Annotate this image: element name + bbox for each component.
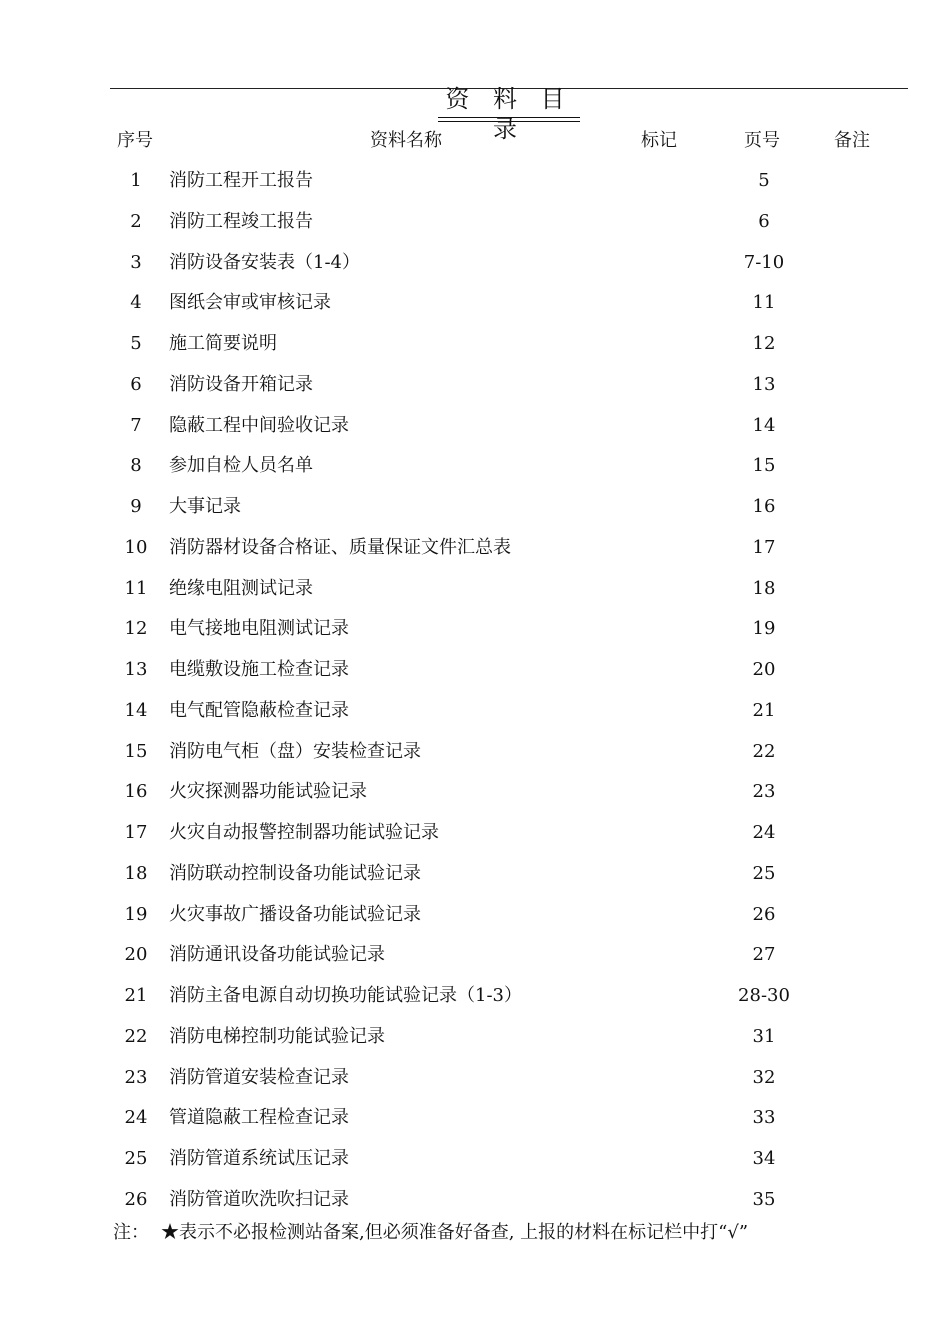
row-page: 6 (758, 210, 770, 232)
row-seq: 13 (124, 659, 148, 680)
row-name: 消防电梯控制功能试验记录 (169, 1025, 385, 1047)
row-page: 25 (752, 862, 776, 884)
footnote-label: 注： (113, 1222, 149, 1243)
table-body (0, 168, 950, 1228)
table-row (0, 942, 950, 983)
row-seq: 5 (130, 333, 142, 354)
row-seq: 2 (130, 210, 142, 232)
table-row (0, 616, 950, 657)
row-seq: 20 (124, 944, 148, 966)
row-page: 26 (752, 903, 776, 925)
row-seq: 19 (124, 903, 148, 925)
row-page: 15 (752, 455, 776, 477)
row-seq: 7 (130, 414, 142, 436)
row-seq: 12 (124, 618, 148, 640)
table-row (0, 820, 950, 861)
row-page: 20 (752, 659, 776, 680)
row-page: 14 (752, 414, 776, 436)
row-page: 34 (752, 1148, 776, 1169)
row-name: 火灾探测器功能试验记录 (169, 781, 367, 803)
row-name: 消防设备开箱记录 (169, 373, 313, 395)
table-row (0, 209, 950, 250)
table-header (0, 128, 950, 154)
footnote-text: ★表示不必报检测站备案,但必须准备好备查, 上报的材料在标记栏中打“√” (161, 1222, 749, 1243)
row-seq: 14 (124, 699, 148, 721)
row-seq: 16 (124, 781, 148, 803)
row-name: 图纸会审或审核记录 (169, 292, 331, 314)
row-seq: 24 (124, 1107, 148, 1129)
table-row (0, 698, 950, 739)
row-seq: 21 (124, 985, 148, 1006)
row-page: 24 (752, 822, 776, 843)
footnote (113, 1220, 748, 1246)
table-row (0, 576, 950, 617)
row-seq: 25 (124, 1148, 148, 1169)
row-name: 参加自检人员名单 (169, 455, 313, 477)
row-seq: 1 (130, 170, 142, 191)
row-seq: 9 (130, 496, 142, 517)
header-page: 页号 (744, 130, 780, 151)
header-mark: 标记 (641, 130, 677, 151)
row-name: 消防管道吹洗吹扫记录 (169, 1188, 349, 1210)
title-double-underline (438, 117, 580, 122)
row-seq: 23 (124, 1066, 148, 1088)
table-row (0, 290, 950, 331)
header-note: 备注 (834, 130, 870, 151)
table-row (0, 494, 950, 535)
row-name: 施工简要说明 (169, 333, 277, 354)
table-row (0, 453, 950, 494)
row-page: 35 (752, 1188, 776, 1210)
row-name: 大事记录 (169, 496, 241, 517)
row-name: 电气配管隐蔽检查记录 (169, 699, 349, 721)
row-page: 27 (752, 944, 776, 966)
table-row (0, 1024, 950, 1065)
table-row (0, 1105, 950, 1146)
row-page: 5 (758, 170, 770, 191)
row-name: 电气接地电阻测试记录 (169, 618, 349, 640)
row-name: 火灾事故广播设备功能试验记录 (169, 903, 421, 925)
table-row (0, 413, 950, 454)
table-row (0, 657, 950, 698)
table-row (0, 902, 950, 943)
row-name: 管道隐蔽工程检查记录 (169, 1107, 349, 1129)
row-seq: 11 (124, 577, 148, 599)
row-name: 消防工程竣工报告 (169, 210, 313, 232)
page-title: 资 料 目 录 (445, 85, 573, 143)
table-row (0, 535, 950, 576)
row-name: 隐蔽工程中间验收记录 (169, 414, 349, 436)
row-name: 消防设备安装表（1-4） (169, 251, 360, 273)
table-row (0, 331, 950, 372)
row-name: 消防管道安装检查记录 (169, 1066, 349, 1088)
table-row (0, 779, 950, 820)
row-page: 7-10 (743, 251, 785, 273)
row-page: 11 (752, 292, 776, 314)
row-page: 12 (752, 333, 776, 354)
row-name: 消防电气柜（盘）安装检查记录 (169, 740, 421, 762)
row-name: 消防通讯设备功能试验记录 (169, 944, 385, 966)
row-page: 16 (752, 496, 776, 517)
row-seq: 17 (124, 822, 148, 843)
row-page: 18 (752, 577, 776, 599)
table-row (0, 168, 950, 209)
row-page: 28-30 (738, 985, 790, 1006)
row-name: 火灾自动报警控制器功能试验记录 (169, 822, 439, 843)
table-row (0, 250, 950, 291)
row-page: 13 (752, 373, 776, 395)
row-name: 消防工程开工报告 (169, 170, 313, 191)
row-page: 17 (752, 536, 776, 558)
row-name: 消防主备电源自动切换功能试验记录（1-3） (169, 985, 522, 1006)
row-seq: 4 (130, 292, 142, 314)
row-name: 消防管道系统试压记录 (169, 1148, 349, 1169)
row-name: 消防联动控制设备功能试验记录 (169, 862, 421, 884)
row-seq: 8 (130, 455, 142, 477)
table-row (0, 1065, 950, 1106)
row-seq: 3 (130, 251, 142, 273)
row-page: 33 (752, 1107, 776, 1129)
row-page: 32 (752, 1066, 776, 1088)
row-name: 绝缘电阻测试记录 (169, 577, 313, 599)
row-name: 电缆敷设施工检查记录 (169, 659, 349, 680)
row-page: 21 (752, 699, 776, 721)
table-row (0, 372, 950, 413)
row-seq: 15 (124, 740, 148, 762)
row-seq: 26 (124, 1188, 148, 1210)
table-row (0, 983, 950, 1024)
row-page: 19 (752, 618, 776, 640)
row-seq: 22 (124, 1025, 148, 1047)
table-row (0, 739, 950, 780)
row-page: 31 (752, 1025, 776, 1047)
row-name: 消防器材设备合格证、质量保证文件汇总表 (169, 536, 511, 558)
row-page: 23 (752, 781, 776, 803)
row-seq: 6 (130, 373, 142, 395)
header-name: 资料名称 (370, 130, 442, 151)
table-row (0, 1146, 950, 1187)
row-seq: 18 (124, 862, 148, 884)
table-row (0, 861, 950, 902)
row-seq: 10 (124, 536, 148, 558)
row-page: 22 (752, 740, 776, 762)
header-seq: 序号 (117, 130, 153, 151)
